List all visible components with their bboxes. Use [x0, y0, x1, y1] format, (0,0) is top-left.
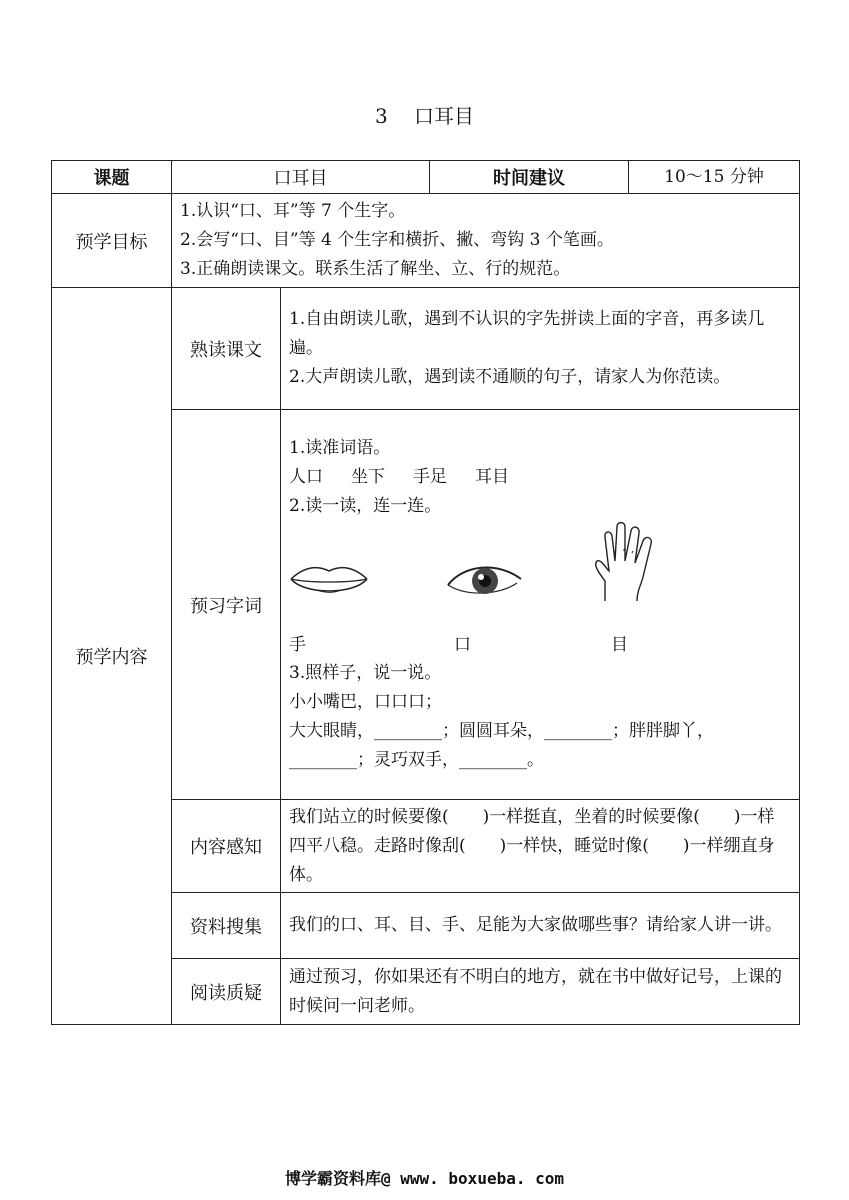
eye-picture[interactable]	[445, 559, 523, 601]
time-label: 时间建议	[430, 161, 629, 194]
read-label: 熟读课文	[172, 288, 281, 410]
goals-list	[172, 194, 800, 288]
goals-row	[52, 194, 800, 288]
example-line: 小小嘴巴，口口口；	[289, 692, 442, 712]
read-text	[281, 288, 800, 410]
goal-item: 1.认识“口、耳”等 7 个生字。	[180, 201, 406, 221]
word-item: 耳目	[475, 467, 509, 487]
content-label: 预学内容	[52, 288, 172, 1025]
words-q2: 2.读一读，连一连。	[289, 496, 442, 516]
question-label: 阅读质疑	[172, 959, 281, 1025]
footer-watermark: 博学霸资料库@ www. boxueba. com	[284, 1169, 565, 1188]
topic-label: 课题	[52, 161, 172, 194]
read-item: 1.自由朗读儿歌，遇到不认识的字先拼读上面的字音，再多读几遍。	[289, 309, 765, 358]
mouth-picture[interactable]	[289, 561, 369, 599]
lesson-number: 3	[374, 104, 388, 128]
collect-label: 资料搜集	[172, 893, 281, 959]
match-char[interactable]: 口	[454, 635, 471, 655]
match-pictures	[289, 521, 791, 631]
word-item: 人口	[289, 467, 323, 487]
header-row	[52, 161, 800, 194]
word-list	[289, 463, 791, 492]
lesson-title: 口耳目	[414, 104, 475, 128]
preview-table	[51, 160, 800, 1025]
perceive-text[interactable]: 我们站立的时候要像( )一样挺直，坐着的时候要像( )一样四平八稳。走路时像刮( )一样快，睡觉时像( )一样绷直身体。	[281, 800, 800, 893]
match-char[interactable]: 手	[289, 635, 306, 655]
words-content	[281, 410, 800, 800]
match-char[interactable]: 目	[611, 635, 628, 655]
perceive-label: 内容感知	[172, 800, 281, 893]
goals-label: 预学目标	[52, 194, 172, 288]
words-label: 预习字词	[172, 410, 281, 800]
collect-text: 我们的口、耳、目、手、足能为大家做哪些事？请给家人讲一讲。	[281, 893, 800, 959]
word-item: 手足	[413, 467, 447, 487]
read-row	[52, 288, 800, 410]
read-item: 2.大声朗读儿歌，遇到读不通顺的句子，请家人为你范读。	[289, 367, 731, 387]
words-q1: 1.读准词语。	[289, 438, 391, 458]
topic-value: 口耳目	[172, 161, 430, 194]
exercise-line[interactable]: 大大眼睛，________；圆圆耳朵，________；胖胖脚丫，________；灵巧双手，________。	[289, 721, 714, 770]
page-title	[0, 100, 849, 129]
goal-item: 2.会写“口、目”等 4 个生字和横折、撇、弯钩 3 个笔画。	[180, 230, 614, 250]
match-labels	[289, 631, 791, 659]
goal-item: 3.正确朗读课文。联系生活了解坐、立、行的规范。	[180, 259, 571, 279]
words-q3: 3.照样子，说一说。	[289, 663, 442, 683]
time-value: 10～15 分钟	[629, 161, 800, 194]
question-text: 通过预习，你如果还有不明白的地方，就在书中做好记号，上课的时候问一问老师。	[281, 959, 800, 1025]
word-item: 坐下	[351, 467, 385, 487]
hand-picture[interactable]	[591, 521, 657, 603]
